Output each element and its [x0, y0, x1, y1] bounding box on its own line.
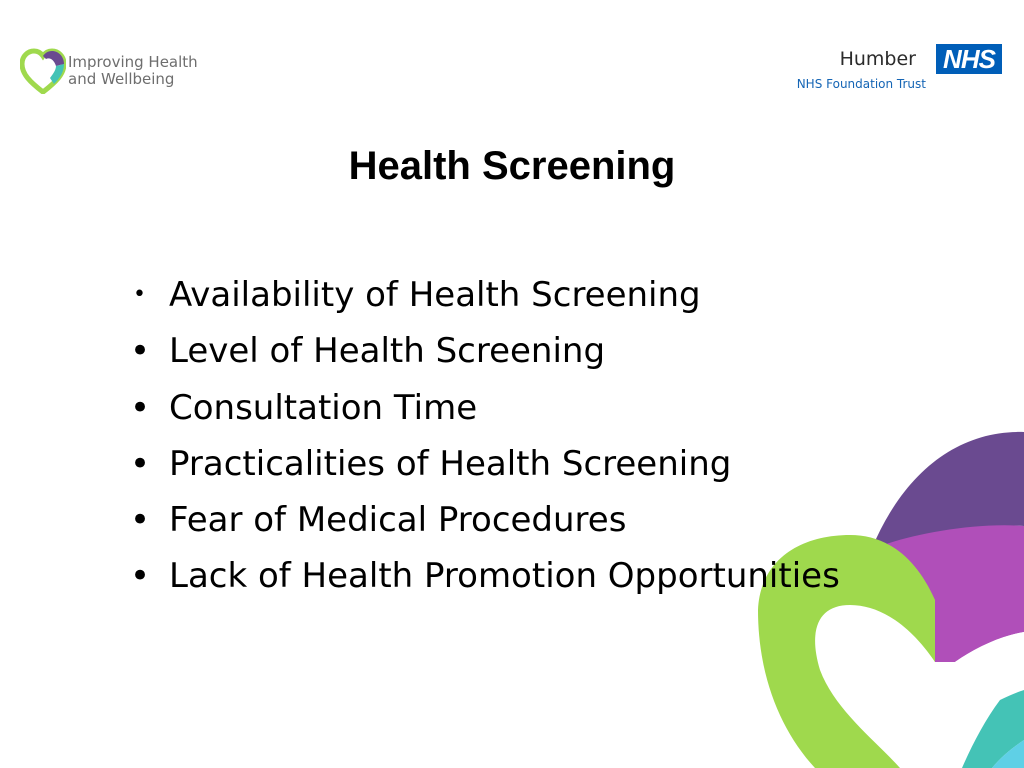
heart-logo-icon [20, 44, 66, 94]
bullet-text: Fear of Medical Procedures [169, 500, 627, 541]
bullet-dot: • [130, 387, 151, 428]
nhs-badge: NHS [936, 44, 1002, 74]
bullet-text: Consultation Time [169, 387, 478, 428]
bullet-text: Level of Health Screening [169, 331, 606, 372]
logo-line-1: Improving Health [68, 53, 198, 71]
nhs-org-name: Humber [839, 48, 916, 70]
bullet-item [130, 439, 950, 495]
bullet-item [130, 326, 950, 382]
nhs-trust-logo [790, 42, 1010, 94]
bullet-text: Availability of Health Screening [169, 275, 701, 315]
bullet-item [130, 551, 950, 607]
bullet-text: Practicalities of Health Screening [169, 443, 732, 484]
bullet-item [130, 495, 950, 551]
bullet-dot: • [130, 331, 151, 372]
bullet-dot: • [130, 556, 151, 597]
bullet-text: Lack of Health Promotion Opportunities [169, 556, 840, 597]
bullet-dot: • [130, 443, 151, 484]
bullet-dot: • [133, 282, 146, 307]
bullet-dot: • [130, 500, 151, 541]
bullet-list [130, 270, 950, 608]
logo-line-2: and Wellbeing [68, 70, 175, 88]
slide-title: Health Screening [348, 144, 676, 188]
bullet-item [130, 383, 950, 439]
nhs-trust-name: NHS Foundation Trust [796, 77, 926, 91]
bullet-item [130, 270, 950, 326]
improving-health-wordmark [68, 54, 228, 88]
